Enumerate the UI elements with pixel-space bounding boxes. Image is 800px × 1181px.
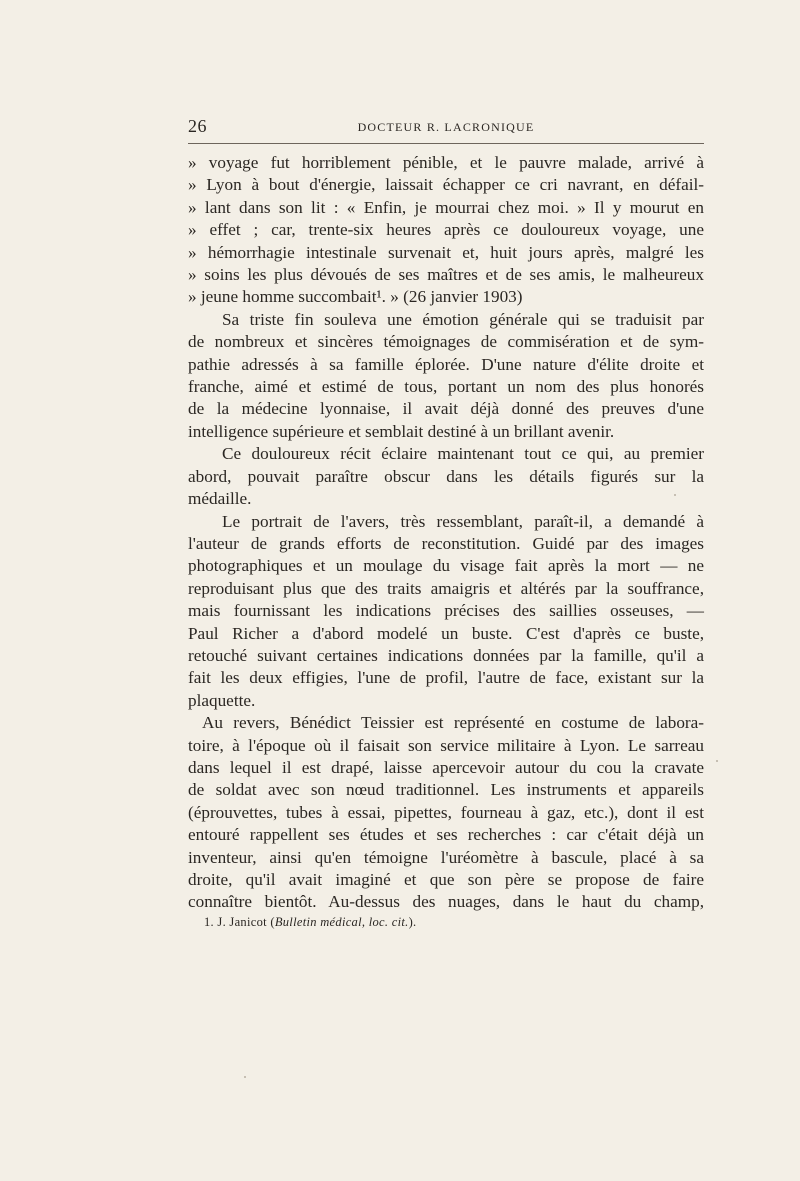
footnote-marker: 1. J. Janicot ( <box>204 915 275 929</box>
text-line: abord, pouvait paraître obscur dans les détails figurés sur la <box>188 466 704 486</box>
footnote <box>204 915 684 930</box>
text-line: droite, qu'il avait imaginé et que son père se propose de faire <box>188 870 704 889</box>
text-line: » Lyon à bout d'énergie, laissait échapper ce cri navrant, en défail- <box>188 175 704 195</box>
text-line: » soins les plus dévoués de ses maîtres et de ses amis, le malheureux <box>188 265 704 285</box>
text-line: Sa triste fin souleva une émotion générale qui se traduisit par <box>222 309 704 329</box>
page-header <box>188 116 704 142</box>
header-rule <box>188 143 704 144</box>
text-line: pathie adressés à sa famille éplorée. D'une nature d'élite droite et <box>188 354 704 374</box>
text-line: » lant dans son lit : « Enfin, je mourrai chez moi. » Il y mourut en <box>188 197 704 217</box>
text-line: photographiques et un moulage du visage fait après la mort — ne <box>188 556 704 576</box>
text-line: dans lequel il est drapé, laisse apercevoir autour du cou la cravate <box>188 757 704 777</box>
text-line: entouré rappellent ses études et ses recherches : car c'était déjà un <box>188 825 704 845</box>
text-line: Paul Richer a d'abord modelé un buste. C'est d'après ce buste, <box>188 623 704 643</box>
text-line: fait les deux effigies, l'une de profil, l'autre de face, existant sur la <box>188 668 704 688</box>
footnote-end: ). <box>408 915 417 929</box>
paper-speck <box>674 494 676 496</box>
text-line: franche, aimé et estimé de tous, portant un nom des plus honorés <box>188 377 704 397</box>
paper-speck <box>244 1076 246 1078</box>
text-line: Ce douloureux récit éclaire maintenant tout ce qui, au premier <box>222 444 704 464</box>
text-line: mais fournissant les indications précises des saillies osseuses, — <box>188 601 704 621</box>
body-text <box>188 152 704 914</box>
text-line: » voyage fut horriblement pénible, et le pauvre malade, arrivé à <box>188 153 704 172</box>
text-line: toire, à l'époque où il faisait son service militaire à Lyon. Le sarreau <box>188 735 704 755</box>
text-line: retouché suivant certaines indications données par la famille, qu'il a <box>188 645 704 665</box>
paper-speck <box>716 760 718 762</box>
page-number: 26 <box>188 116 207 136</box>
text-line: Au revers, Bénédict Teissier est représenté en costume de labora- <box>202 713 704 733</box>
text-line: de la médecine lyonnaise, il avait déjà donné des preuves d'une <box>188 399 704 419</box>
text-line: de soldat avec son nœud traditionnel. Les instruments et appareils <box>188 780 704 800</box>
text-line: intelligence supérieure et semblait destiné à un brillant avenir. <box>188 421 615 441</box>
text-line: reproduisant plus que des traits amaigris et altérés par la souffrance, <box>188 578 704 598</box>
text-line: l'auteur de grands efforts de reconstitution. Guidé par des images <box>188 533 704 553</box>
text-line: » effet ; car, trente-six heures après ce douloureux voyage, une <box>188 220 704 240</box>
text-line: » hémorrhagie intestinale survenait et, huit jours après, malgré les <box>188 242 704 262</box>
footnote-citation: Bulletin médical, loc. cit. <box>274 915 409 929</box>
text-line: » jeune homme succombait¹. » (26 janvier 1903) <box>188 287 523 307</box>
text-line: inventeur, ainsi qu'en témoigne l'uréomètre à bascule, placé à sa <box>188 847 704 867</box>
text-line: médaille. <box>188 489 252 509</box>
text-line: connaître bientôt. Au-dessus des nuages, dans le haut du champ, <box>188 892 704 912</box>
text-line: de nombreux et sincères témoignages de commisération et de sym- <box>188 332 704 352</box>
text-line: (éprouvettes, tubes à essai, pipettes, fourneau à gaz, etc.), dont il est <box>188 802 704 822</box>
running-title: DOCTEUR R. LACRONIQUE <box>357 120 535 134</box>
text-line: Le portrait de l'avers, très ressemblant, paraît-il, a demandé à <box>222 511 704 531</box>
text-line: plaquette. <box>188 690 256 710</box>
